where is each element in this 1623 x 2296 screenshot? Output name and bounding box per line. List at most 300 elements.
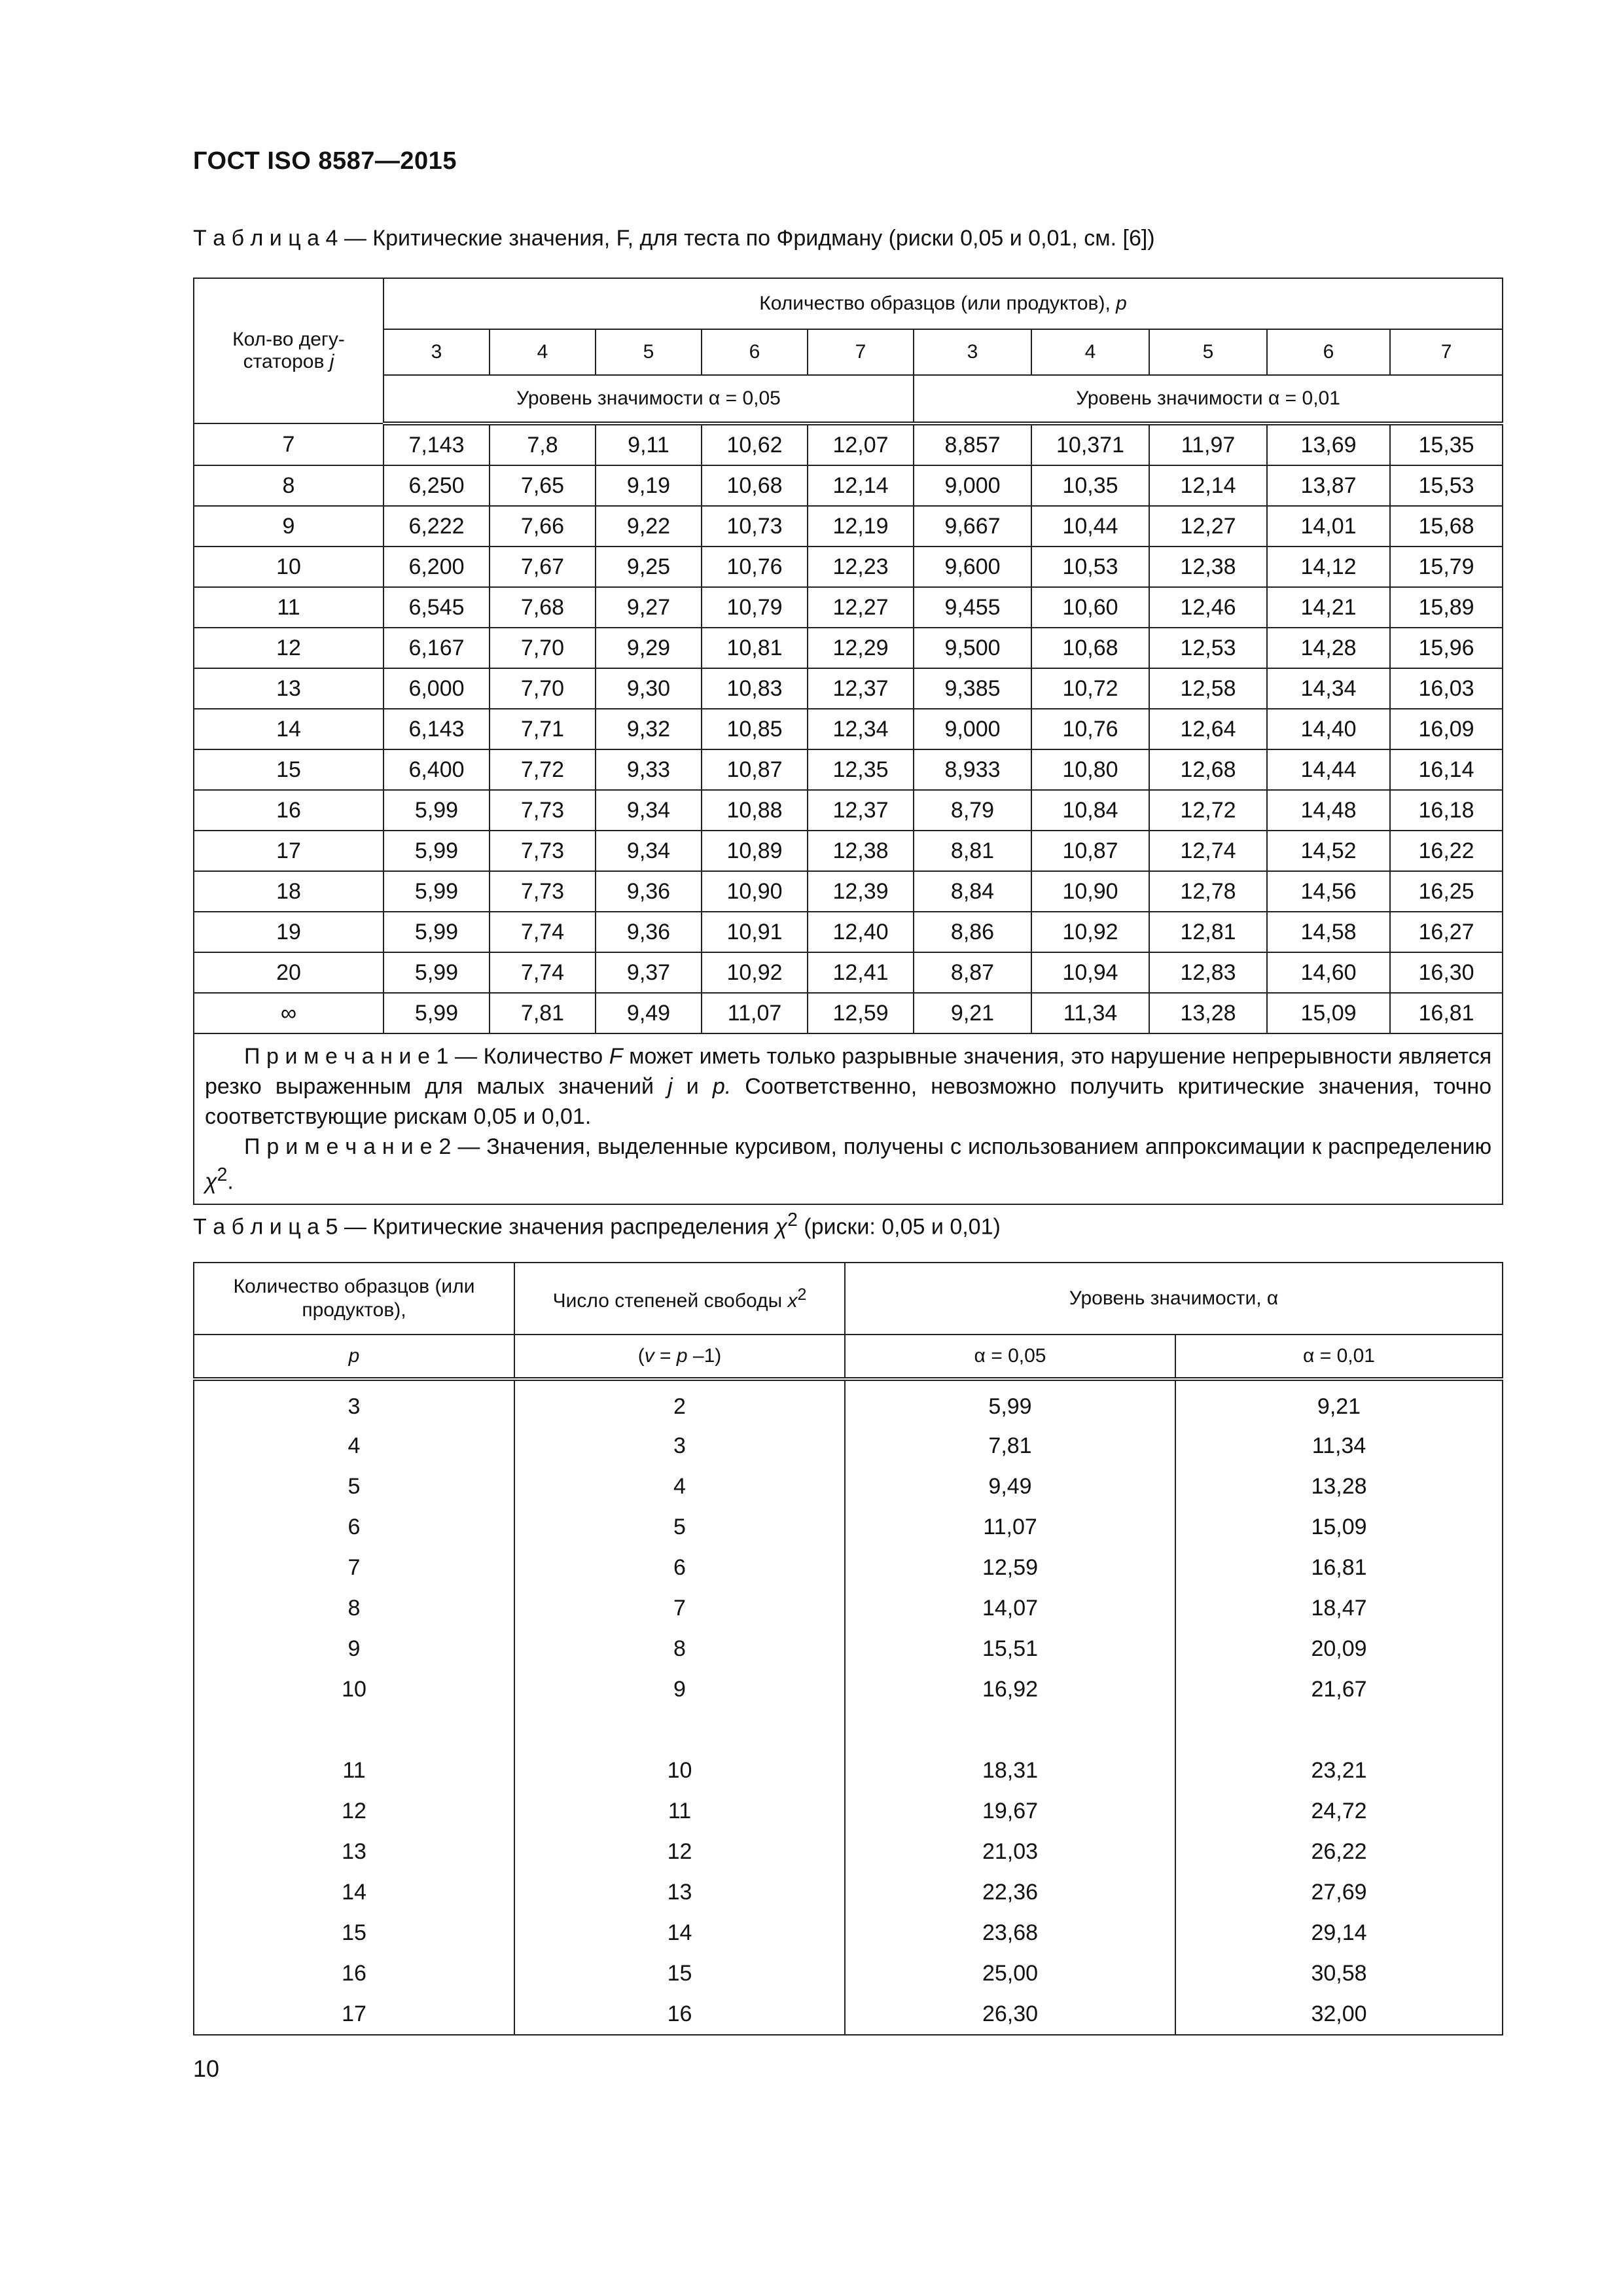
table-cell: 15,79 (1390, 547, 1503, 587)
note2-text: — Значения, выделенные курсивом, получены с использованием аппроксимации к распределению (451, 1134, 1492, 1159)
table-cell: 7,65 (490, 465, 596, 506)
samples-label: Количество образцов (или продуктов), (759, 292, 1111, 314)
table-cell: 10,94 (1031, 952, 1149, 993)
table-cell: 10,87 (1031, 831, 1149, 871)
table-cell: 14 (514, 1912, 845, 1953)
table-cell: 18,31 (845, 1750, 1175, 1791)
note2-sup: 2 (217, 1164, 228, 1185)
table-cell: 15,68 (1390, 506, 1503, 547)
table-cell: 12,41 (808, 952, 914, 993)
table-cell: 15,35 (1390, 423, 1503, 465)
table-cell: 14,34 (1267, 668, 1390, 709)
table-cell: 3 (514, 1426, 845, 1466)
table-cell: 6,200 (383, 547, 490, 587)
table-cell: 9,33 (596, 749, 702, 790)
table-cell: 25,00 (845, 1953, 1175, 1994)
col1-var: j (329, 351, 334, 372)
table5 (193, 1262, 1503, 2036)
table-cell: 9,27 (596, 587, 702, 628)
table-cell: 6,000 (383, 668, 490, 709)
table-cell: 10,91 (702, 912, 808, 952)
table-cell: 27,69 (1175, 1872, 1503, 1912)
table4-p-header: 3 (383, 329, 490, 375)
table-cell: 12,40 (808, 912, 914, 952)
table-cell: 10,81 (702, 628, 808, 668)
col1-label: Кол-во дегу-статоров (232, 328, 345, 372)
table-cell: 12,74 (1149, 831, 1267, 871)
table4-samples-header (383, 278, 1503, 329)
table-cell: 8,87 (914, 952, 1031, 993)
table-cell: 14,58 (1267, 912, 1390, 952)
table-cell: 9,30 (596, 668, 702, 709)
table-cell: 17 (194, 1994, 514, 2035)
table-cell: 6,167 (383, 628, 490, 668)
table-cell: 9,000 (914, 465, 1031, 506)
table4-p-header: 6 (1267, 329, 1390, 375)
table-cell: 8,86 (914, 912, 1031, 952)
table-cell: 16,22 (1390, 831, 1503, 871)
table-cell: 8,84 (914, 871, 1031, 912)
table-cell: 16,27 (1390, 912, 1503, 952)
table4-caption (193, 226, 1155, 251)
table-cell: 16,03 (1390, 668, 1503, 709)
table4-body (194, 423, 1503, 1033)
table-cell: 14,12 (1267, 547, 1390, 587)
table-spacer-row (194, 1710, 1503, 1750)
table-row (194, 1379, 1503, 1426)
table-row (194, 1791, 1503, 1831)
table-cell: 7,81 (490, 993, 596, 1033)
table-cell: 10,90 (702, 871, 808, 912)
table-cell: 12 (194, 628, 383, 668)
document-header: ГОСТ ISO 8587—2015 (193, 147, 457, 175)
table-cell: 18,47 (1175, 1588, 1503, 1628)
table-cell: 23,21 (1175, 1750, 1503, 1791)
table-cell: 4 (194, 1426, 514, 1466)
table-cell: 10,92 (702, 952, 808, 993)
table-cell: 10,89 (702, 831, 808, 871)
table-cell: 20,09 (1175, 1628, 1503, 1669)
table-cell: 9,11 (596, 423, 702, 465)
note2-end: . (227, 1168, 234, 1194)
table-cell: 10,92 (1031, 912, 1149, 952)
table5-col2-header (514, 1263, 845, 1335)
table-cell: 11,07 (845, 1507, 1175, 1547)
table-cell: 8,857 (914, 423, 1031, 465)
table-row (194, 1628, 1503, 1669)
table-cell: 30,58 (1175, 1953, 1503, 1994)
table-cell: 13 (194, 1831, 514, 1872)
table-cell: 7,67 (490, 547, 596, 587)
table-cell: 10,60 (1031, 587, 1149, 628)
table-cell: 7,74 (490, 952, 596, 993)
table-cell: 12,38 (808, 831, 914, 871)
table-cell: 32,00 (1175, 1994, 1503, 2035)
table-cell: 5 (514, 1507, 845, 1547)
table-cell: 13 (514, 1872, 845, 1912)
table-cell: 15 (194, 1912, 514, 1953)
table-cell: 10,53 (1031, 547, 1149, 587)
table-cell: 20 (194, 952, 383, 993)
table-row (194, 423, 1503, 465)
table-cell: 9,25 (596, 547, 702, 587)
table-cell: 7,8 (490, 423, 596, 465)
table-cell: 7,73 (490, 831, 596, 871)
table-cell: 12,59 (808, 993, 914, 1033)
table-cell: 14 (194, 709, 383, 749)
note1-var-p: p. (712, 1073, 732, 1099)
table-cell: 7,73 (490, 871, 596, 912)
table-row (194, 547, 1503, 587)
table-cell: 26,30 (845, 1994, 1175, 2035)
table4-p-header: 7 (808, 329, 914, 375)
table-cell: 23,68 (845, 1912, 1175, 1953)
table-cell: 5,99 (383, 871, 490, 912)
table-row (194, 668, 1503, 709)
col2-label: Число степеней свободы (552, 1289, 788, 1312)
table4-p-header: 3 (914, 329, 1031, 375)
table-cell: 15,53 (1390, 465, 1503, 506)
table-cell: 12,72 (1149, 790, 1267, 831)
table5-caption-sup: 2 (787, 1210, 798, 1230)
table-cell: 16 (194, 790, 383, 831)
table-cell: 10,35 (1031, 465, 1149, 506)
table-cell: 7,70 (490, 628, 596, 668)
table-cell: 5,99 (383, 993, 490, 1033)
table-cell: 13,87 (1267, 465, 1390, 506)
table-row (194, 1547, 1503, 1588)
table-row (194, 1912, 1503, 1953)
note1-and: и (672, 1073, 713, 1099)
table-row (194, 1466, 1503, 1507)
table-cell: 13 (194, 668, 383, 709)
col2-sub-b: = (654, 1345, 677, 1367)
table-cell: 5,99 (383, 831, 490, 871)
table-cell: 8,933 (914, 749, 1031, 790)
table5-caption-text: — Критические значения распределения (338, 1214, 776, 1240)
table-row (194, 1669, 1503, 1710)
table-cell: 12,53 (1149, 628, 1267, 668)
table4-p-header: 4 (1031, 329, 1149, 375)
table-cell: 11,34 (1031, 993, 1149, 1033)
table-cell: 22,36 (845, 1872, 1175, 1912)
table-cell: 14,44 (1267, 749, 1390, 790)
table-cell: 14,60 (1267, 952, 1390, 993)
table-cell: 16 (514, 1994, 845, 2035)
table-cell: 12,64 (1149, 709, 1267, 749)
table-cell: 5,99 (845, 1379, 1175, 1426)
col2-sub-v: v (644, 1345, 654, 1367)
table-cell: 5,99 (383, 952, 490, 993)
table-cell: 12,78 (1149, 871, 1267, 912)
table-row (194, 1994, 1503, 2035)
table-row (194, 1872, 1503, 1912)
table-cell: 6,250 (383, 465, 490, 506)
table-spacer-cell (514, 1710, 845, 1750)
table-cell: 8 (194, 1588, 514, 1628)
table-cell: 19 (194, 912, 383, 952)
table-cell: 9,455 (914, 587, 1031, 628)
table4-p-header: 4 (490, 329, 596, 375)
table-row (194, 1507, 1503, 1547)
table-cell: 10,87 (702, 749, 808, 790)
table-cell: 12,19 (808, 506, 914, 547)
col2-sub-c: –1) (687, 1345, 722, 1367)
table-cell: 13,69 (1267, 423, 1390, 465)
table4-caption-text: — Критические значения, F, для теста по Фридману (риски 0,05 и 0,01, см. [6]) (338, 226, 1155, 251)
table-cell: 9,49 (596, 993, 702, 1033)
table-cell: 12,23 (808, 547, 914, 587)
page-number: 10 (193, 2055, 220, 2082)
note2-label: П р и м е ч а н и е 2 (244, 1134, 452, 1159)
table-cell: 7,73 (490, 790, 596, 831)
table-cell: 12,83 (1149, 952, 1267, 993)
table-cell: 12,35 (808, 749, 914, 790)
table-row (194, 790, 1503, 831)
note1-text-a: — Количество (448, 1044, 609, 1069)
note2-chi: χ (205, 1168, 217, 1194)
note1-text-b: может иметь только разрывные значения, это нарушение непрерывности является резко выраженным для малых значений (205, 1044, 1492, 1099)
table5-caption-tail: (риски: 0,05 и 0,01) (797, 1214, 1001, 1240)
table-cell: 5,99 (383, 790, 490, 831)
table-cell: 9,29 (596, 628, 702, 668)
table-cell: 12,14 (808, 465, 914, 506)
table-cell: 14,52 (1267, 831, 1390, 871)
table-cell: 14,40 (1267, 709, 1390, 749)
table-cell: 6,222 (383, 506, 490, 547)
table-cell: 10,88 (702, 790, 808, 831)
table-cell: 12,37 (808, 790, 914, 831)
table-row (194, 587, 1503, 628)
table-cell: 14,21 (1267, 587, 1390, 628)
table-spacer-cell (194, 1710, 514, 1750)
table4-p-header: 5 (596, 329, 702, 375)
table-cell: 6,143 (383, 709, 490, 749)
table-cell: 12,38 (1149, 547, 1267, 587)
table-cell: 11 (194, 1750, 514, 1791)
table-cell: 2 (514, 1379, 845, 1426)
table-cell: 17 (194, 831, 383, 871)
table-cell: 12,68 (1149, 749, 1267, 790)
note1-var-j: j (668, 1073, 673, 1099)
table4-notes (194, 1033, 1503, 1204)
table-cell: 21,67 (1175, 1669, 1503, 1710)
table-cell: 10,73 (702, 506, 808, 547)
table-cell: 12,59 (845, 1547, 1175, 1588)
table-cell: 12,81 (1149, 912, 1267, 952)
table-cell: 9,36 (596, 912, 702, 952)
table-cell: 12,34 (808, 709, 914, 749)
table4 (193, 278, 1503, 1205)
table-cell: 11,34 (1175, 1426, 1503, 1466)
table-cell: 7,74 (490, 912, 596, 952)
table-cell: 9,21 (1175, 1379, 1503, 1426)
table4-col1-header (194, 278, 383, 423)
table-cell: 9,667 (914, 506, 1031, 547)
table-cell: 9,19 (596, 465, 702, 506)
table-cell: 8 (514, 1628, 845, 1669)
table-cell: 16,92 (845, 1669, 1175, 1710)
table-cell: 10,76 (1031, 709, 1149, 749)
table-cell: 12 (194, 1791, 514, 1831)
table-cell: 11,97 (1149, 423, 1267, 465)
table-cell: 21,03 (845, 1831, 1175, 1872)
table-row (194, 709, 1503, 749)
table-cell: 12,58 (1149, 668, 1267, 709)
table-cell: 10,72 (1031, 668, 1149, 709)
table4-p-row (194, 329, 1503, 375)
table-cell: 12,39 (808, 871, 914, 912)
table5-col3-header: Уровень значимости, α (845, 1263, 1503, 1335)
table-cell: 16,81 (1175, 1547, 1503, 1588)
table-cell: 16,25 (1390, 871, 1503, 912)
table-row (194, 1831, 1503, 1872)
table-cell: 7 (194, 1547, 514, 1588)
table-cell: 8,81 (914, 831, 1031, 871)
table-cell: 9,34 (596, 790, 702, 831)
table-row (194, 952, 1503, 993)
table-cell: 9,34 (596, 831, 702, 871)
table-cell: 16,18 (1390, 790, 1503, 831)
table-cell: 12,14 (1149, 465, 1267, 506)
table-cell: 15,96 (1390, 628, 1503, 668)
table-cell: 7,72 (490, 749, 596, 790)
table-cell: 10,62 (702, 423, 808, 465)
table-cell: 11 (194, 587, 383, 628)
table-cell: 9,22 (596, 506, 702, 547)
table-cell: 7,81 (845, 1426, 1175, 1466)
table4-p-header: 7 (1390, 329, 1503, 375)
table-cell: 12,27 (808, 587, 914, 628)
table-cell: 6,545 (383, 587, 490, 628)
table-cell: 29,14 (1175, 1912, 1503, 1953)
table-cell: 7 (514, 1588, 845, 1628)
table-cell: 12,29 (808, 628, 914, 668)
table-cell: 14,01 (1267, 506, 1390, 547)
table4-caption-prefix: Т а б л и ц а 4 (193, 226, 338, 251)
table-cell: 9,49 (845, 1466, 1175, 1507)
table-cell: 15 (194, 749, 383, 790)
table-cell: 10 (194, 1669, 514, 1710)
table4-note1 (205, 1042, 1491, 1132)
table-cell: 7,71 (490, 709, 596, 749)
table-cell: 8,79 (914, 790, 1031, 831)
table-cell: 13,28 (1149, 993, 1267, 1033)
samples-var: p (1116, 292, 1127, 314)
table-cell: 9,32 (596, 709, 702, 749)
table-cell: 7,66 (490, 506, 596, 547)
table-cell: 16,14 (1390, 749, 1503, 790)
table-row (194, 831, 1503, 871)
table5-caption-chi: χ (775, 1214, 788, 1240)
table5-col2-sub (514, 1335, 845, 1379)
table5-alpha1: α = 0,05 (845, 1335, 1175, 1379)
table-cell: 9,500 (914, 628, 1031, 668)
table-cell: 18 (194, 871, 383, 912)
table-cell: 10,80 (1031, 749, 1149, 790)
table-cell: 6 (194, 1507, 514, 1547)
table-cell: 6,400 (383, 749, 490, 790)
table-cell: 9 (194, 1628, 514, 1669)
table-cell: 10,83 (702, 668, 808, 709)
table-cell: 14 (194, 1872, 514, 1912)
table-cell: 9,000 (914, 709, 1031, 749)
table-row (194, 1588, 1503, 1628)
table4-p-header: 6 (702, 329, 808, 375)
table-cell: 7,143 (383, 423, 490, 465)
table-cell: 5,99 (383, 912, 490, 952)
table-cell: 16,81 (1390, 993, 1503, 1033)
table-cell: 9 (194, 506, 383, 547)
table-row (194, 912, 1503, 952)
table5-col1-sub (194, 1335, 514, 1379)
table-cell: 14,48 (1267, 790, 1390, 831)
table-cell: 16,30 (1390, 952, 1503, 993)
table-cell: 3 (194, 1379, 514, 1426)
table-cell: 7,68 (490, 587, 596, 628)
table4-alpha2-label: Уровень значимости α = 0,01 (914, 375, 1503, 423)
table-cell: 15,51 (845, 1628, 1175, 1669)
col1-sub-var: p (348, 1345, 360, 1367)
table-cell: 7 (194, 423, 383, 465)
table-cell: 9,600 (914, 547, 1031, 587)
table-cell: 24,72 (1175, 1791, 1503, 1831)
table5-col1-header: Количество образцов (или продуктов), (194, 1263, 514, 1335)
table-cell: 9 (514, 1669, 845, 1710)
table-cell: 9,37 (596, 952, 702, 993)
note1-label: П р и м е ч а н и е 1 (244, 1044, 449, 1069)
table-row (194, 1426, 1503, 1466)
note1-var-f: F (609, 1044, 623, 1069)
table-cell: 11 (514, 1791, 845, 1831)
table-cell: 19,67 (845, 1791, 1175, 1831)
table-cell: 15,09 (1175, 1507, 1503, 1547)
table-cell: 10,44 (1031, 506, 1149, 547)
table-cell: 26,22 (1175, 1831, 1503, 1872)
table-cell: 16 (194, 1953, 514, 1994)
table5-body (194, 1379, 1503, 2035)
table-cell: 14,56 (1267, 871, 1390, 912)
table-cell: 7,70 (490, 668, 596, 709)
table-row (194, 506, 1503, 547)
table-row (194, 628, 1503, 668)
table-cell: 4 (514, 1466, 845, 1507)
note1-text-c: Соответственно, невозможно получить критические значения, точно соответствующие рискам 0,05 и 0,01. (205, 1073, 1492, 1129)
table-cell: 10,79 (702, 587, 808, 628)
col2-var: x (787, 1289, 798, 1312)
table5-caption (193, 1210, 1001, 1240)
table-cell: 10,85 (702, 709, 808, 749)
table-row (194, 1953, 1503, 1994)
table-cell: 10,371 (1031, 423, 1149, 465)
table-row (194, 871, 1503, 912)
table-cell: 5 (194, 1466, 514, 1507)
table-row (194, 1750, 1503, 1791)
table-cell: 15,89 (1390, 587, 1503, 628)
table-cell: 10,68 (1031, 628, 1149, 668)
table-cell: 12,37 (808, 668, 914, 709)
table-cell: 14,07 (845, 1588, 1175, 1628)
table-cell: 8 (194, 465, 383, 506)
col2-sub-a: ( (637, 1345, 645, 1367)
table-cell: 10,90 (1031, 871, 1149, 912)
table-cell: ∞ (194, 993, 383, 1033)
table-row (194, 993, 1503, 1033)
table-cell: 9,36 (596, 871, 702, 912)
table-cell: 9,21 (914, 993, 1031, 1033)
table-cell: 12,27 (1149, 506, 1267, 547)
table-cell: 16,09 (1390, 709, 1503, 749)
